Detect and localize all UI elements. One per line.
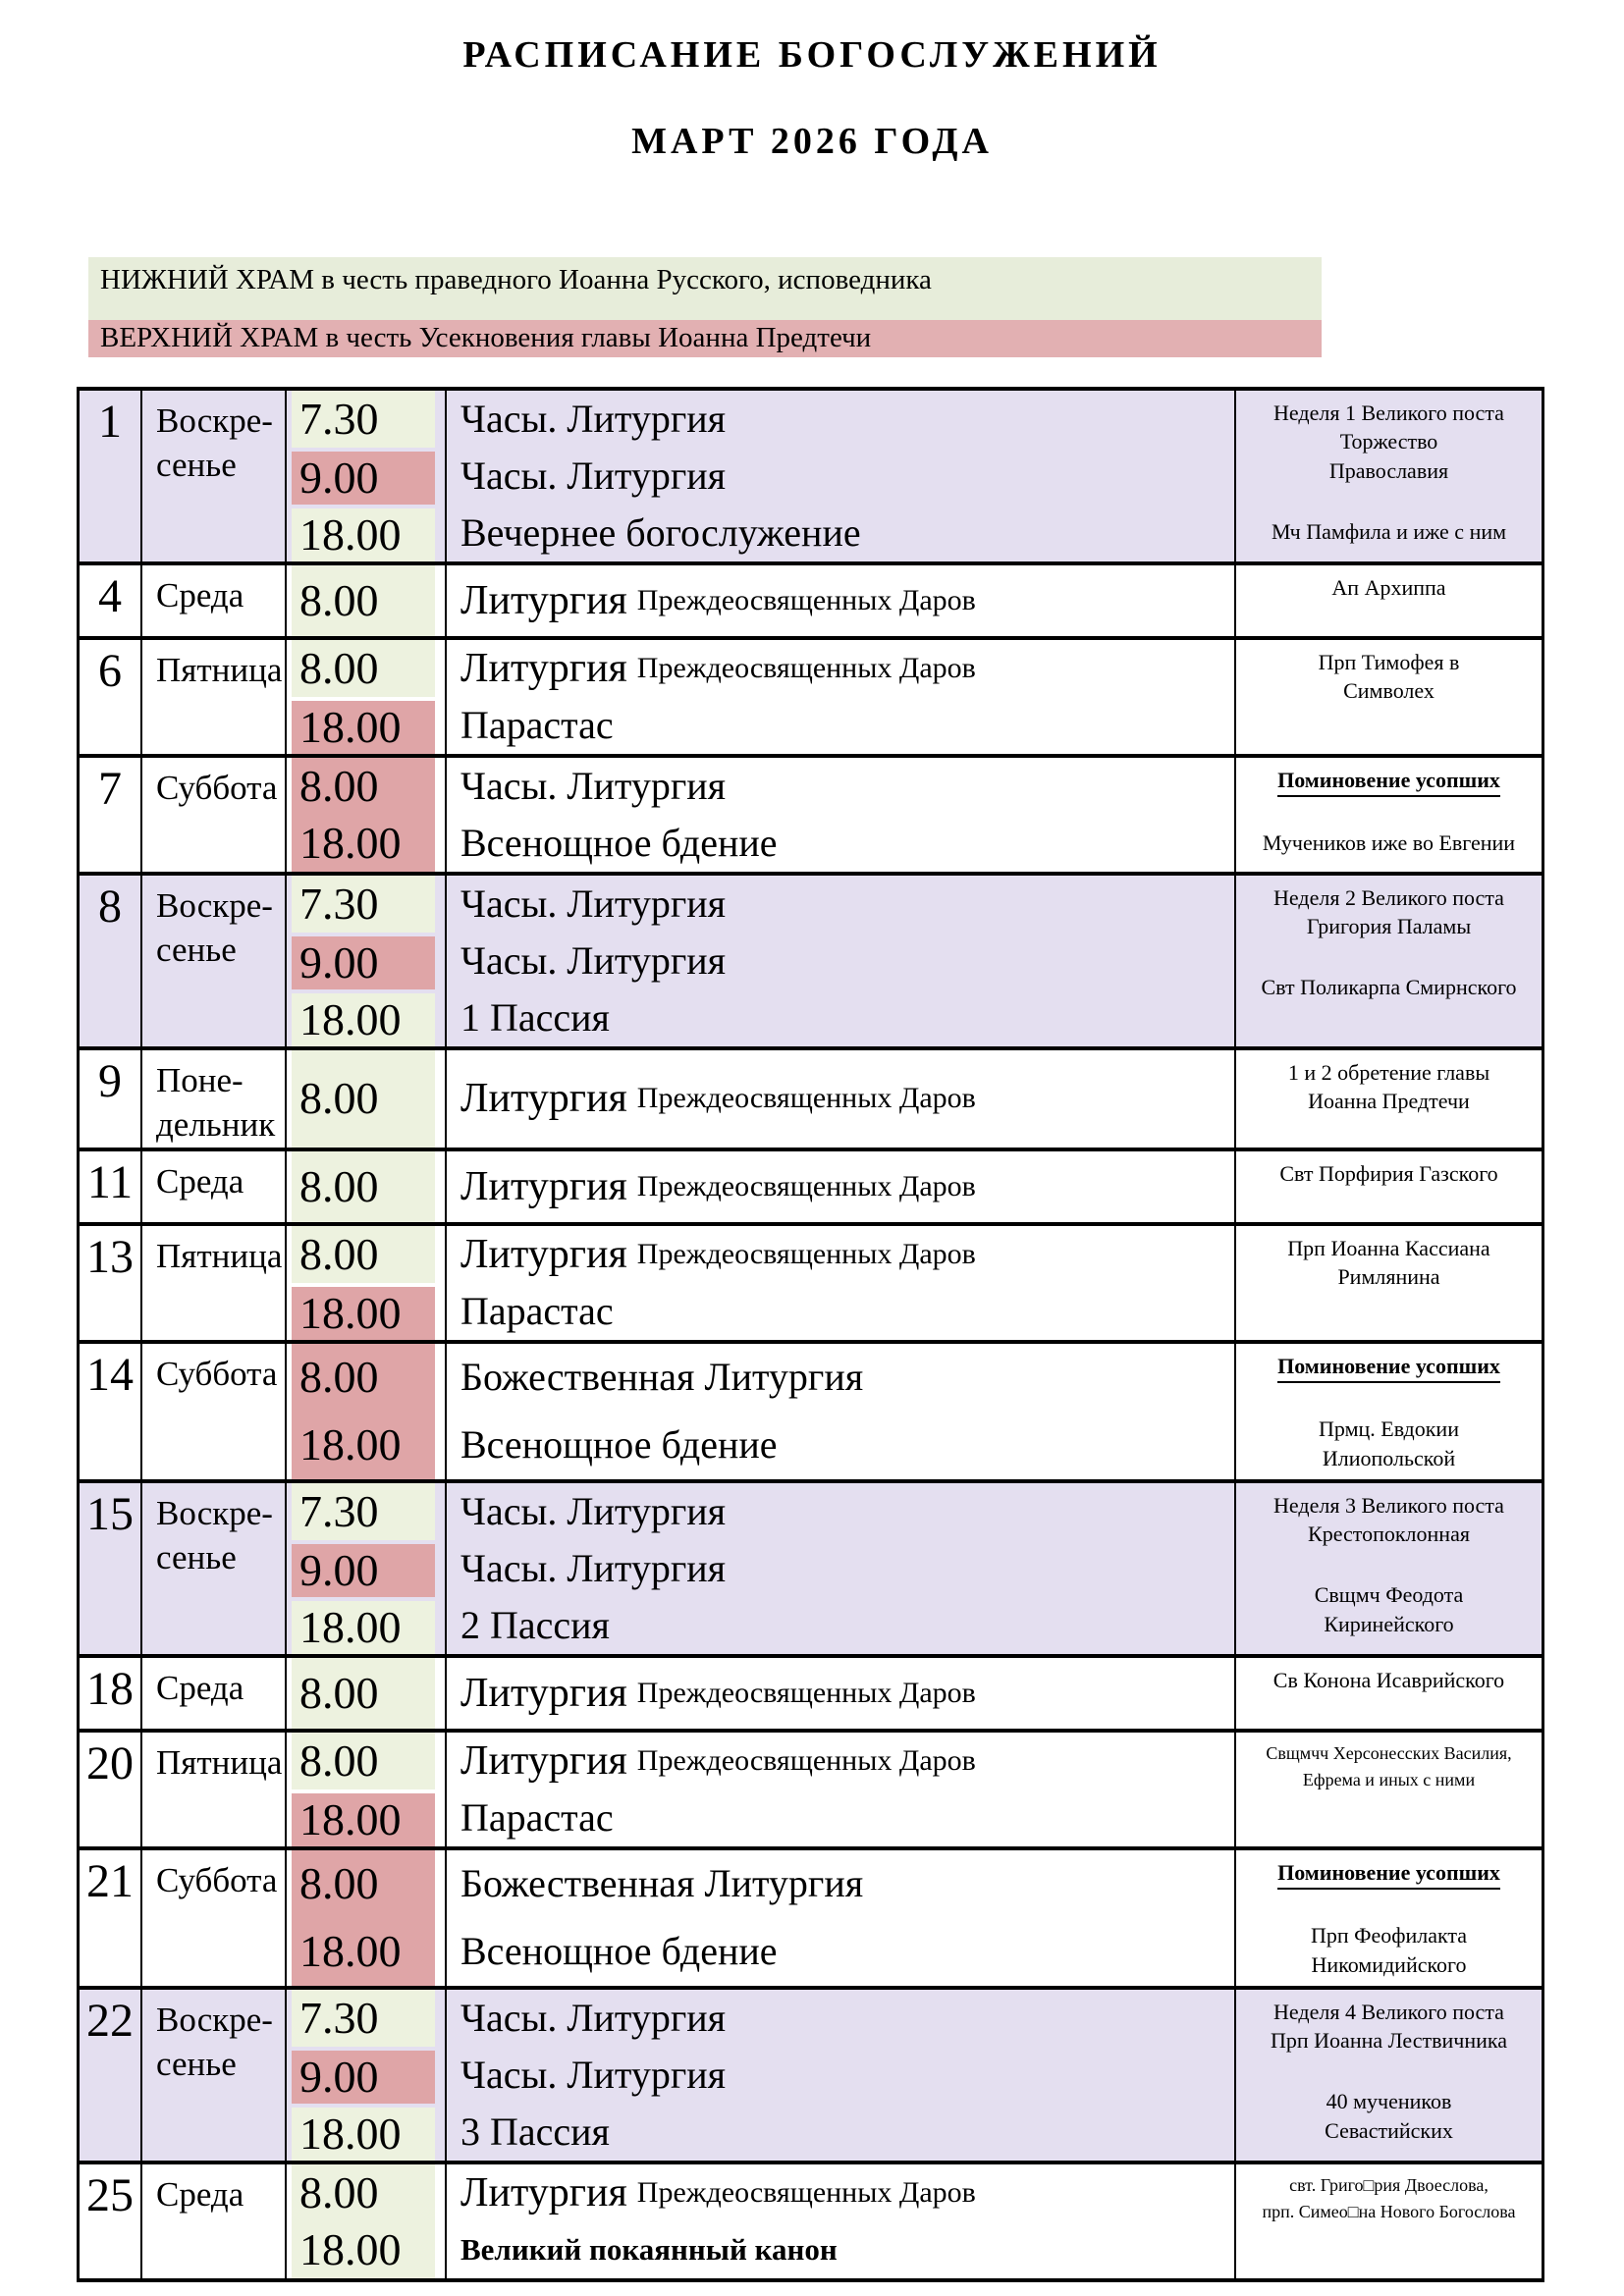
feast-cell bbox=[1236, 1151, 1542, 1222]
time-cell bbox=[287, 1050, 447, 1148]
service-entry bbox=[447, 1283, 1234, 1340]
time-slot bbox=[287, 1483, 445, 1540]
time-slot bbox=[287, 391, 445, 448]
table-row bbox=[80, 640, 1542, 758]
weekday-cell bbox=[142, 1483, 287, 1654]
feast-cell bbox=[1236, 565, 1542, 636]
service-entry bbox=[447, 697, 1234, 754]
time-value: 9.00 bbox=[292, 1544, 435, 1597]
table-row bbox=[80, 1850, 1542, 1990]
time-value: 8.00 bbox=[292, 1226, 435, 1283]
time-slot bbox=[287, 1226, 445, 1283]
weekday-line: Воскре- bbox=[156, 1493, 273, 1532]
feast-line: Поминовение усопших bbox=[1277, 1858, 1500, 1891]
feast-line: Свт Поликарпа Смирнского bbox=[1261, 974, 1517, 999]
time-value: 8.00 bbox=[292, 640, 435, 697]
service-name: Литургия bbox=[460, 577, 627, 623]
service-entry bbox=[447, 1733, 1234, 1789]
service-cell bbox=[447, 1344, 1236, 1479]
time-slot bbox=[287, 448, 445, 505]
weekday-cell bbox=[142, 1344, 287, 1479]
table-row bbox=[80, 391, 1542, 565]
service-name: Вечернее богослужение bbox=[460, 509, 861, 555]
time-value: 18.00 bbox=[292, 993, 435, 1046]
weekday-cell bbox=[142, 565, 287, 636]
time-slot bbox=[287, 2164, 445, 2221]
feast-line: Крестопоклонная bbox=[1308, 1522, 1470, 1547]
day-number-cell: 11 bbox=[80, 1151, 142, 1222]
feast-line: Православия bbox=[1328, 457, 1449, 483]
time-slot bbox=[287, 1789, 445, 1846]
time-cell bbox=[287, 1483, 447, 1654]
feast-cell bbox=[1236, 1483, 1542, 1654]
service-entry bbox=[447, 876, 1234, 933]
table-row bbox=[80, 1658, 1542, 1733]
service-cell bbox=[447, 1483, 1236, 1654]
service-entry bbox=[447, 1918, 1234, 1986]
service-name-secondary: Преждеосвященных Даров bbox=[636, 651, 976, 684]
feast-line: прп. Симео□на Нового Богослова bbox=[1262, 2201, 1516, 2221]
feast-line: Севастийских bbox=[1325, 2117, 1453, 2143]
service-name: Всенощное бдение bbox=[460, 1929, 778, 1974]
time-slot bbox=[287, 2221, 445, 2278]
time-slot bbox=[287, 1850, 445, 1918]
day-number-cell: 4 bbox=[80, 565, 142, 636]
time-slot bbox=[287, 1151, 445, 1222]
time-slot bbox=[287, 1050, 445, 1148]
weekday-line: Суббота bbox=[156, 768, 278, 807]
feast-line: Илиопольской bbox=[1322, 1445, 1456, 1470]
feast-line: Прп Иоанна Кассиана bbox=[1287, 1235, 1490, 1260]
service-entry bbox=[447, 1344, 1234, 1412]
feast-line: Мучеников иже во Евгении bbox=[1262, 830, 1516, 856]
time-value: 18.00 bbox=[292, 815, 435, 872]
time-value: 18.00 bbox=[292, 1601, 435, 1654]
feast-cell bbox=[1236, 1658, 1542, 1729]
church-banners bbox=[88, 257, 1322, 357]
feast-line: Свт Порфирия Газского bbox=[1279, 1160, 1498, 1186]
service-name-secondary: Преждеосвященных Даров bbox=[636, 1169, 976, 1202]
time-value: 9.00 bbox=[292, 2051, 435, 2104]
day-number-cell: 14 bbox=[80, 1344, 142, 1479]
time-slot bbox=[287, 1597, 445, 1654]
service-cell bbox=[447, 1151, 1236, 1222]
time-value: 7.30 bbox=[292, 876, 435, 933]
day-number-cell: 22 bbox=[80, 1990, 142, 2161]
time-cell bbox=[287, 1733, 447, 1846]
service-entry bbox=[447, 505, 1234, 561]
service-cell bbox=[447, 391, 1236, 561]
day-number-cell: 13 bbox=[80, 1226, 142, 1340]
page-subtitle-month: МАРТ 2026 ГОДА bbox=[631, 120, 993, 162]
time-value: 8.00 bbox=[292, 1151, 435, 1222]
service-name: 3 Пассия bbox=[460, 2109, 610, 2154]
weekday-cell bbox=[142, 1226, 287, 1340]
table-row bbox=[80, 758, 1542, 876]
table-row bbox=[80, 565, 1542, 640]
feast-line: Иоанна Предтечи bbox=[1308, 1089, 1470, 1114]
weekday-cell bbox=[142, 1990, 287, 2161]
time-value: 7.30 bbox=[292, 391, 435, 448]
time-slot bbox=[287, 1733, 445, 1789]
service-name: Литургия bbox=[460, 645, 627, 691]
weekday-line: Воскре- bbox=[156, 885, 273, 925]
service-entry bbox=[447, 758, 1234, 815]
weekday-line: сенье bbox=[156, 931, 237, 970]
service-name-secondary: Преждеосвященных Даров bbox=[636, 583, 976, 616]
page-header bbox=[0, 0, 1624, 163]
service-cell bbox=[447, 1226, 1236, 1340]
weekday-cell bbox=[142, 876, 287, 1046]
service-name: Часы. Литургия bbox=[460, 937, 727, 983]
feast-cell bbox=[1236, 1733, 1542, 1846]
time-cell bbox=[287, 758, 447, 872]
day-number-cell: 7 bbox=[80, 758, 142, 872]
service-name: 1 Пассия bbox=[460, 994, 610, 1040]
service-name: Часы. Литургия bbox=[460, 1545, 727, 1590]
service-cell bbox=[447, 1050, 1236, 1148]
weekday-cell bbox=[142, 1658, 287, 1729]
day-number-cell: 15 bbox=[80, 1483, 142, 1654]
weekday-line: сенье bbox=[156, 446, 237, 485]
feast-line: свт. Григо□рия Двоеслова, bbox=[1289, 2174, 1489, 2195]
service-name: Божественная Литургия bbox=[460, 1861, 864, 1906]
service-name: Парастас bbox=[460, 702, 614, 747]
weekday-line: сенье bbox=[156, 2045, 237, 2084]
feast-line: Прп Тимофея в bbox=[1318, 649, 1460, 674]
time-slot bbox=[287, 697, 445, 754]
service-entry bbox=[447, 1226, 1234, 1283]
service-name-secondary: Преждеосвященных Даров bbox=[636, 1676, 976, 1709]
schedule-table bbox=[77, 387, 1544, 2282]
service-name: Всенощное бдение bbox=[460, 820, 778, 865]
service-name: Литургия bbox=[460, 1670, 627, 1716]
time-value: 8.00 bbox=[292, 1850, 435, 1918]
service-cell bbox=[447, 1850, 1236, 1986]
feast-line: Никомидийского bbox=[1311, 1952, 1467, 1978]
service-entry bbox=[447, 1151, 1234, 1222]
service-cell bbox=[447, 1733, 1236, 1846]
service-entry bbox=[447, 933, 1234, 989]
table-row bbox=[80, 1483, 1542, 1658]
service-entry bbox=[447, 565, 1234, 636]
service-entry bbox=[447, 640, 1234, 697]
time-cell bbox=[287, 1344, 447, 1479]
time-value: 8.00 bbox=[292, 1344, 435, 1412]
service-entry bbox=[447, 1990, 1234, 2047]
day-number-cell: 9 bbox=[80, 1050, 142, 1148]
weekday-line: Суббота bbox=[156, 1354, 278, 1393]
feast-cell bbox=[1236, 1990, 1542, 2161]
time-value: 8.00 bbox=[292, 758, 435, 815]
time-value: 18.00 bbox=[292, 508, 435, 561]
service-name: Часы. Литургия bbox=[460, 763, 727, 808]
service-name: Литургия bbox=[460, 1737, 627, 1784]
time-slot bbox=[287, 565, 445, 636]
service-entry bbox=[447, 2221, 1234, 2278]
service-cell bbox=[447, 876, 1236, 1046]
service-name-secondary: Преждеосвященных Даров bbox=[636, 1743, 976, 1777]
time-cell bbox=[287, 565, 447, 636]
time-slot bbox=[287, 1283, 445, 1340]
upper-church-banner: ВЕРХНИЙ ХРАМ в честь Усекновения главы Иоанна Предтечи bbox=[88, 320, 1322, 357]
weekday-line: Воскре- bbox=[156, 2000, 273, 2039]
time-value: 18.00 bbox=[292, 1918, 435, 1986]
service-name: Часы. Литургия bbox=[460, 1995, 727, 2040]
time-value: 18.00 bbox=[292, 1793, 435, 1846]
weekday-line: сенье bbox=[156, 1538, 237, 1577]
time-value: 8.00 bbox=[292, 2164, 435, 2221]
service-name: Литургия bbox=[460, 1163, 627, 1209]
feast-line: Ефрема и иных с ними bbox=[1302, 1769, 1476, 1789]
service-cell bbox=[447, 758, 1236, 872]
feast-cell bbox=[1236, 1050, 1542, 1148]
feast-line: Неделя 1 Великого поста bbox=[1273, 400, 1504, 425]
service-entry bbox=[447, 989, 1234, 1046]
page-title: РАСПИСАНИЕ БОГОСЛУЖЕНИЙ bbox=[462, 34, 1162, 76]
weekday-cell bbox=[142, 1850, 287, 1986]
time-value: 8.00 bbox=[292, 1050, 435, 1148]
service-entry bbox=[447, 815, 1234, 872]
time-cell bbox=[287, 391, 447, 561]
service-entry bbox=[447, 448, 1234, 505]
service-name: 2 Пассия bbox=[460, 1602, 610, 1647]
time-value: 18.00 bbox=[292, 1287, 435, 1340]
time-value: 18.00 bbox=[292, 1412, 435, 1479]
feast-cell bbox=[1236, 2164, 1542, 2278]
time-cell bbox=[287, 1151, 447, 1222]
time-cell bbox=[287, 1990, 447, 2161]
time-slot bbox=[287, 989, 445, 1046]
service-cell bbox=[447, 1658, 1236, 1729]
service-cell bbox=[447, 2164, 1236, 2278]
service-name: Литургия bbox=[460, 1231, 627, 1277]
time-value: 8.00 bbox=[292, 1658, 435, 1729]
time-value: 8.00 bbox=[292, 1733, 435, 1789]
feast-cell bbox=[1236, 876, 1542, 1046]
feast-line: Поминовение усопших bbox=[1277, 1352, 1500, 1384]
service-entry bbox=[447, 1540, 1234, 1597]
time-slot bbox=[287, 1990, 445, 2047]
service-name: Часы. Литургия bbox=[460, 881, 727, 926]
feast-cell bbox=[1236, 1226, 1542, 1340]
feast-line: Свщмч Феодота bbox=[1314, 1582, 1464, 1608]
weekday-line: Поне- bbox=[156, 1060, 244, 1099]
table-row bbox=[80, 1226, 1542, 1344]
day-number-cell: 21 bbox=[80, 1850, 142, 1986]
time-value: 18.00 bbox=[292, 2108, 435, 2161]
time-slot bbox=[287, 2104, 445, 2161]
feast-line: Римлянина bbox=[1337, 1264, 1440, 1290]
feast-line: 40 мучеников bbox=[1326, 2089, 1452, 2114]
feast-line: Прп Иоанна Лествичника bbox=[1271, 2028, 1507, 2054]
time-slot bbox=[287, 933, 445, 989]
day-number-cell: 8 bbox=[80, 876, 142, 1046]
weekday-line: Среда bbox=[156, 1668, 244, 1707]
time-value: 18.00 bbox=[292, 2221, 435, 2278]
service-name: Великий покаянный канон bbox=[460, 2232, 838, 2268]
time-slot bbox=[287, 1658, 445, 1729]
service-name: Часы. Литургия bbox=[460, 453, 727, 498]
time-cell bbox=[287, 1226, 447, 1340]
service-entry bbox=[447, 1050, 1234, 1148]
time-slot bbox=[287, 815, 445, 872]
time-value: 8.00 bbox=[292, 565, 435, 636]
time-slot bbox=[287, 640, 445, 697]
feast-cell bbox=[1236, 1344, 1542, 1479]
table-row bbox=[80, 876, 1542, 1050]
feast-line: Григория Паламы bbox=[1306, 914, 1472, 939]
feast-line: 1 и 2 обретение главы bbox=[1287, 1059, 1490, 1085]
service-name: Божественная Литургия bbox=[460, 1355, 864, 1400]
service-name: Всенощное бдение bbox=[460, 1422, 778, 1468]
time-cell bbox=[287, 2164, 447, 2278]
service-name-secondary: Преждеосвященных Даров bbox=[636, 1237, 976, 1270]
time-cell bbox=[287, 640, 447, 754]
service-name: Парастас bbox=[460, 1288, 614, 1333]
feast-cell bbox=[1236, 640, 1542, 754]
time-value: 9.00 bbox=[292, 936, 435, 989]
weekday-cell bbox=[142, 1050, 287, 1148]
feast-line: Ап Архиппа bbox=[1331, 574, 1446, 600]
table-row bbox=[80, 1344, 1542, 1483]
service-entry bbox=[447, 1789, 1234, 1846]
weekday-line: Среда bbox=[156, 2174, 244, 2214]
service-name: Литургия bbox=[460, 1076, 627, 1122]
service-entry bbox=[447, 2104, 1234, 2161]
service-name: Парастас bbox=[460, 1794, 614, 1840]
service-name-secondary: Преждеосвященных Даров bbox=[636, 2175, 976, 2209]
feast-line: Прп Феофилакта bbox=[1310, 1923, 1468, 1949]
lower-church-banner: НИЖНИЙ ХРАМ в честь праведного Иоанна Русского, исповедника bbox=[88, 257, 1322, 320]
feast-line: Торжество bbox=[1339, 429, 1438, 454]
weekday-cell bbox=[142, 1733, 287, 1846]
weekday-line: Пятница bbox=[156, 1236, 283, 1275]
time-cell bbox=[287, 1658, 447, 1729]
time-value: 9.00 bbox=[292, 452, 435, 505]
service-name: Часы. Литургия bbox=[460, 1488, 727, 1533]
day-number-cell: 1 bbox=[80, 391, 142, 561]
time-cell bbox=[287, 876, 447, 1046]
feast-line: Свщмчч Херсонесских Василия, bbox=[1266, 1742, 1512, 1763]
weekday-line: Среда bbox=[156, 1161, 244, 1201]
service-cell bbox=[447, 1990, 1236, 2161]
weekday-line: Пятница bbox=[156, 1742, 283, 1782]
feast-line: Неделя 3 Великого поста bbox=[1273, 1492, 1504, 1518]
service-name: Литургия bbox=[460, 2169, 627, 2216]
time-slot bbox=[287, 1412, 445, 1479]
service-entry bbox=[447, 1483, 1234, 1540]
table-row bbox=[80, 1990, 1542, 2164]
day-number-cell: 20 bbox=[80, 1733, 142, 1846]
table-row bbox=[80, 2164, 1542, 2278]
table-row bbox=[80, 1050, 1542, 1151]
time-slot bbox=[287, 758, 445, 815]
service-name-secondary: Преждеосвященных Даров bbox=[636, 1082, 976, 1115]
service-cell bbox=[447, 640, 1236, 754]
weekday-cell bbox=[142, 391, 287, 561]
time-slot bbox=[287, 505, 445, 561]
feast-line: Св Конона Исаврийского bbox=[1272, 1667, 1505, 1692]
service-name: Часы. Литургия bbox=[460, 2052, 727, 2097]
table-row bbox=[80, 1151, 1542, 1226]
weekday-cell bbox=[142, 1151, 287, 1222]
time-value: 18.00 bbox=[292, 701, 435, 754]
feast-line: Неделя 4 Великого поста bbox=[1273, 1999, 1504, 2024]
weekday-line: Воскре- bbox=[156, 400, 273, 440]
feast-line: Киринейского bbox=[1324, 1611, 1454, 1636]
feast-line: Символех bbox=[1343, 678, 1435, 704]
time-slot bbox=[287, 1918, 445, 1986]
weekday-line: дельник bbox=[156, 1105, 276, 1145]
service-entry bbox=[447, 1412, 1234, 1479]
service-entry bbox=[447, 2047, 1234, 2104]
service-entry bbox=[447, 2164, 1234, 2221]
time-slot bbox=[287, 1344, 445, 1412]
service-entry bbox=[447, 1597, 1234, 1654]
day-number-cell: 25 bbox=[80, 2164, 142, 2278]
table-row bbox=[80, 1733, 1542, 1850]
feast-line: Мч Памфила и иже с ним bbox=[1271, 518, 1507, 544]
feast-cell bbox=[1236, 1850, 1542, 1986]
weekday-cell bbox=[142, 2164, 287, 2278]
day-number-cell: 18 bbox=[80, 1658, 142, 1729]
feast-cell bbox=[1236, 391, 1542, 561]
service-entry bbox=[447, 1850, 1234, 1918]
feast-cell bbox=[1236, 758, 1542, 872]
feast-line: Поминовение усопших bbox=[1277, 766, 1500, 798]
time-value: 7.30 bbox=[292, 1483, 435, 1540]
time-slot bbox=[287, 2047, 445, 2104]
feast-line: Неделя 2 Великого поста bbox=[1273, 884, 1504, 910]
weekday-line: Среда bbox=[156, 575, 244, 614]
weekday-line: Пятница bbox=[156, 650, 283, 689]
service-cell bbox=[447, 565, 1236, 636]
weekday-cell bbox=[142, 640, 287, 754]
time-slot bbox=[287, 876, 445, 933]
time-value: 7.30 bbox=[292, 1990, 435, 2047]
service-entry bbox=[447, 1658, 1234, 1729]
time-slot bbox=[287, 1540, 445, 1597]
service-name: Часы. Литургия bbox=[460, 396, 727, 441]
service-entry bbox=[447, 391, 1234, 448]
weekday-line: Суббота bbox=[156, 1860, 278, 1899]
time-cell bbox=[287, 1850, 447, 1986]
weekday-cell bbox=[142, 758, 287, 872]
day-number-cell: 6 bbox=[80, 640, 142, 754]
feast-line: Прмц. Евдокии bbox=[1319, 1416, 1459, 1442]
